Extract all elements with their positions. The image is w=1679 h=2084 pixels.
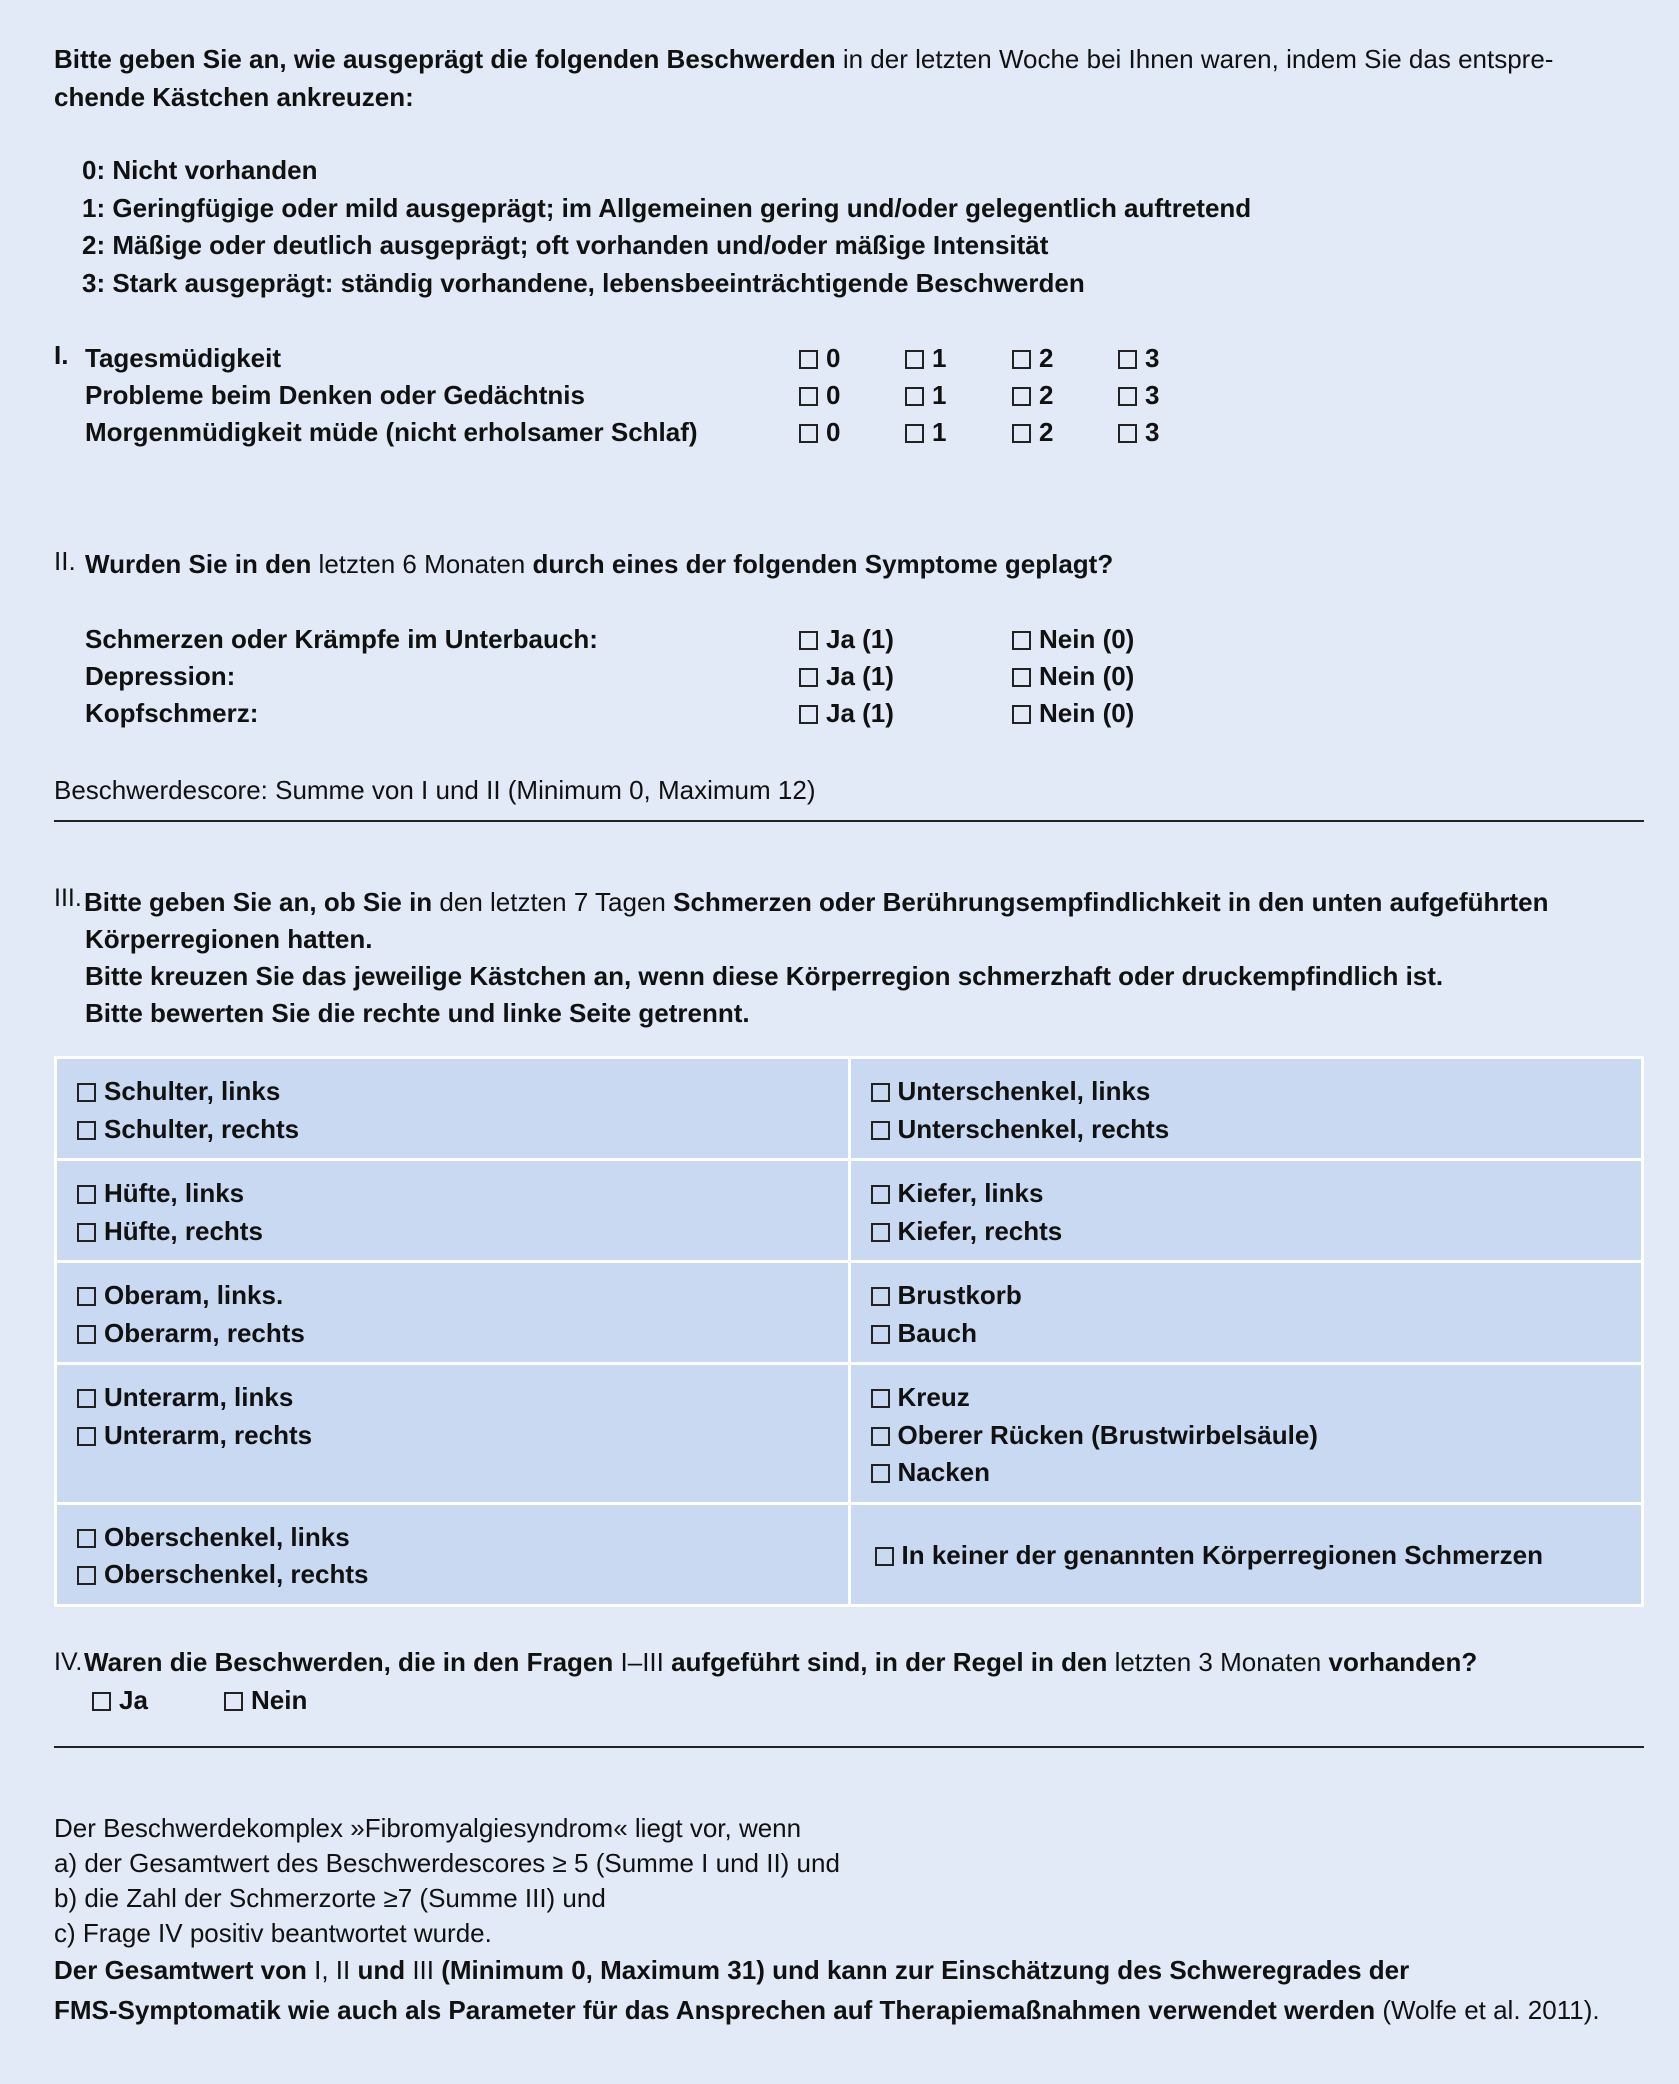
checkbox[interactable] <box>905 424 924 443</box>
checkbox[interactable] <box>1118 387 1137 406</box>
checkbox[interactable] <box>799 424 818 443</box>
section-4-numeral: IV. <box>54 1648 83 1676</box>
section-2-question: Wurden Sie in den letzten 6 Monaten durch eines der folgenden Symptome geplagt? <box>85 549 1114 579</box>
region-option[interactable]: Oberarm, rechts <box>77 1315 830 1353</box>
no-option[interactable]: Nein (0) <box>1012 621 1134 658</box>
no-option[interactable]: Nein <box>224 1682 307 1719</box>
checkbox[interactable] <box>1012 387 1031 406</box>
region-option[interactable]: Hüfte, links <box>77 1175 830 1213</box>
option-0[interactable]: 0 <box>799 340 840 377</box>
checkbox[interactable] <box>224 1692 243 1711</box>
table-row <box>56 1058 1643 1160</box>
region-option[interactable]: Oberschenkel, rechts <box>77 1556 830 1594</box>
criteria-a: a) der Gesamtwert des Beschwerdescores ≥ 5 (Summe I und II) und <box>54 1848 840 1878</box>
section-3-instruction: Bitte kreuzen Sie das jeweilige Kästchen an, wenn diese Körperregion schmerzhaft oder druckempfindlich ist. <box>85 961 1444 991</box>
option-0[interactable]: 0 <box>799 414 840 451</box>
yes-option[interactable]: Ja (1) <box>799 658 894 695</box>
instructions <box>54 40 1614 116</box>
region-option[interactable]: Oberschenkel, links <box>77 1519 830 1557</box>
symptom-denken: Probleme beim Denken oder Gedächtnis <box>85 380 585 410</box>
region-option[interactable]: Kiefer, rechts <box>871 1213 1624 1251</box>
checkbox[interactable] <box>77 1427 96 1446</box>
region-option[interactable]: Unterschenkel, links <box>871 1073 1624 1111</box>
region-cell <box>849 1364 1643 1504</box>
checkbox[interactable] <box>77 1287 96 1306</box>
region-cell <box>56 1364 850 1504</box>
region-option[interactable]: Kreuz <box>871 1379 1624 1417</box>
region-option[interactable]: Kiefer, links <box>871 1175 1624 1213</box>
region-option[interactable]: Hüfte, rechts <box>77 1213 830 1251</box>
instructions-normal: in der letzten Woche bei Ihnen waren, indem Sie das entspre- <box>835 44 1554 74</box>
scale-3: 3: Stark ausgeprägt: ständig vorhandene, lebensbeeinträchtigende Beschwerden <box>82 267 1085 298</box>
checkbox[interactable] <box>871 1325 890 1344</box>
section-4 <box>54 1644 1644 1724</box>
total-score-note: Der Gesamtwert von I, II und III (Minimum 0, Maximum 31) und kann zur Einschätzung des Schweregrades der FMS-Symptomatik wie auch als Parameter für das Ansprechen auf Therapiemaßnahmen verwendet werden (Wolfe et al. 2011). <box>54 1955 1600 2025</box>
checkbox[interactable] <box>1012 424 1031 443</box>
region-option[interactable]: Unterarm, rechts <box>77 1417 830 1455</box>
symptom-kopfschmerz: Kopfschmerz: <box>85 698 259 728</box>
checkbox[interactable] <box>799 387 818 406</box>
region-option[interactable]: Bauch <box>871 1315 1624 1353</box>
no-option[interactable]: Nein (0) <box>1012 695 1134 732</box>
symptom-morgenmuedigkeit: Morgenmüdigkeit müde (nicht erholsamer Schlaf) <box>85 417 698 447</box>
checkbox[interactable] <box>871 1427 890 1446</box>
rating-scale <box>82 152 1251 302</box>
region-cell <box>849 1058 1643 1160</box>
checkbox[interactable] <box>871 1185 890 1204</box>
symptom-tagesmuedigkeit: Tagesmüdigkeit <box>85 343 282 373</box>
criteria-c: c) Frage IV positiv beantwortet wurde. <box>54 1918 492 1948</box>
region-option[interactable]: Oberer Rücken (Brustwirbelsäule) <box>871 1417 1624 1455</box>
checkbox[interactable] <box>77 1121 96 1140</box>
region-option[interactable]: Unterschenkel, rechts <box>871 1111 1624 1149</box>
checkbox[interactable] <box>1012 668 1031 687</box>
option-3[interactable]: 3 <box>1118 414 1159 451</box>
region-option[interactable]: Unterarm, links <box>77 1379 830 1417</box>
region-option[interactable]: Schulter, links <box>77 1073 830 1111</box>
checkbox[interactable] <box>77 1529 96 1548</box>
region-option[interactable]: Brustkorb <box>871 1277 1624 1315</box>
checkbox[interactable] <box>871 1223 890 1242</box>
option-1[interactable]: 1 <box>905 414 946 451</box>
checkbox[interactable] <box>871 1287 890 1306</box>
option-2[interactable]: 2 <box>1012 414 1053 451</box>
yes-option[interactable]: Ja (1) <box>799 621 894 658</box>
section-2 <box>54 546 1644 746</box>
checkbox[interactable] <box>77 1325 96 1344</box>
checkbox[interactable] <box>77 1566 96 1585</box>
yes-option[interactable]: Ja <box>92 1682 148 1719</box>
section-4-question: Waren die Beschwerden, die in den Fragen I–III aufgeführt sind, in der Regel in den letzten 3 Monaten vorhanden? <box>84 1647 1478 1677</box>
criteria-intro: Der Beschwerdekomplex »Fibromyalgiesyndrom« liegt vor, wenn <box>54 1813 802 1843</box>
checkbox[interactable] <box>1118 424 1137 443</box>
checkbox[interactable] <box>1012 350 1031 369</box>
criteria-b: b) die Zahl der Schmerzorte ≥7 (Summe III) und <box>54 1883 606 1913</box>
checkbox[interactable] <box>92 1692 111 1711</box>
checkbox[interactable] <box>1012 631 1031 650</box>
criteria <box>54 1811 840 1951</box>
option-3[interactable]: 3 <box>1118 340 1159 377</box>
checkbox[interactable] <box>875 1547 894 1566</box>
checkbox[interactable] <box>871 1389 890 1408</box>
region-cell <box>849 1503 1643 1605</box>
region-option[interactable]: Nacken <box>871 1454 1624 1492</box>
section-1-numeral: I. <box>54 340 69 370</box>
checkbox[interactable] <box>77 1389 96 1408</box>
option-2[interactable]: 2 <box>1012 377 1053 414</box>
divider <box>54 1746 1644 1748</box>
checkbox[interactable] <box>905 387 924 406</box>
divider <box>54 820 1644 822</box>
checkbox[interactable] <box>1118 350 1137 369</box>
scale-0: 0: Nicht vorhanden <box>82 155 318 185</box>
section-3-numeral: III. <box>54 884 82 912</box>
scale-2: 2: Mäßige oder deutlich ausgeprägt; oft vorhanden und/oder mäßige Intensität <box>82 230 1049 260</box>
region-option[interactable]: Oberam, links. <box>77 1277 830 1315</box>
score-note: Beschwerdescore: Summe von I und II (Minimum 0, Maximum 12) <box>54 775 816 805</box>
region-option[interactable]: Schulter, rechts <box>77 1111 830 1149</box>
checkbox[interactable] <box>799 668 818 687</box>
checkbox[interactable] <box>77 1185 96 1204</box>
region-cell <box>56 1503 850 1605</box>
body-regions-table <box>54 1056 1644 1607</box>
table-row <box>56 1160 1643 1262</box>
symptom-depression: Depression: <box>85 661 236 691</box>
region-cell <box>56 1058 850 1160</box>
section-3-question: Bitte geben Sie an, ob Sie in den letzten 7 Tagen Schmerzen oder Berührungsempfindlichkeit in den unten aufgeführten <box>84 887 1549 917</box>
section-1 <box>54 340 1644 460</box>
table-row <box>56 1364 1643 1504</box>
option-0[interactable]: 0 <box>799 377 840 414</box>
region-cell <box>56 1262 850 1364</box>
option-3[interactable]: 3 <box>1118 377 1159 414</box>
section-3-instruction-2: Bitte bewerten Sie die rechte und linke Seite getrennt. <box>85 998 750 1028</box>
table-row <box>56 1503 1643 1605</box>
checkbox[interactable] <box>871 1121 890 1140</box>
no-pain-option[interactable]: In keiner der genannten Körperregionen Schmerzen <box>871 1537 1624 1575</box>
checkbox[interactable] <box>799 631 818 650</box>
no-option[interactable]: Nein (0) <box>1012 658 1134 695</box>
section-3-question-line2: Körperregionen hatten. <box>85 924 373 954</box>
instructions-bold: Bitte geben Sie an, wie ausgeprägt die folgenden Beschwerden <box>54 44 836 74</box>
checkbox[interactable] <box>1012 705 1031 724</box>
table-row <box>56 1262 1643 1364</box>
yes-option[interactable]: Ja (1) <box>799 695 894 732</box>
checkbox[interactable] <box>77 1223 96 1242</box>
option-1[interactable]: 1 <box>905 377 946 414</box>
option-1[interactable]: 1 <box>905 340 946 377</box>
checkbox[interactable] <box>799 705 818 724</box>
checkbox[interactable] <box>799 350 818 369</box>
region-cell <box>56 1160 850 1262</box>
scale-1: 1: Geringfügige oder mild ausgeprägt; im Allgemeinen gering und/oder gelegentlich auftretend <box>82 192 1252 223</box>
section-2-numeral: II. <box>54 546 76 576</box>
region-cell <box>849 1262 1643 1364</box>
checkbox[interactable] <box>77 1083 96 1102</box>
instructions-line2: chende Kästchen ankreuzen: <box>54 82 414 112</box>
checkbox[interactable] <box>871 1464 890 1483</box>
section-3 <box>54 884 1644 1044</box>
symptom-unterbauch: Schmerzen oder Krämpfe im Unterbauch: <box>85 624 598 654</box>
checkbox[interactable] <box>871 1083 890 1102</box>
option-2[interactable]: 2 <box>1012 340 1053 377</box>
checkbox[interactable] <box>905 350 924 369</box>
region-cell <box>849 1160 1643 1262</box>
